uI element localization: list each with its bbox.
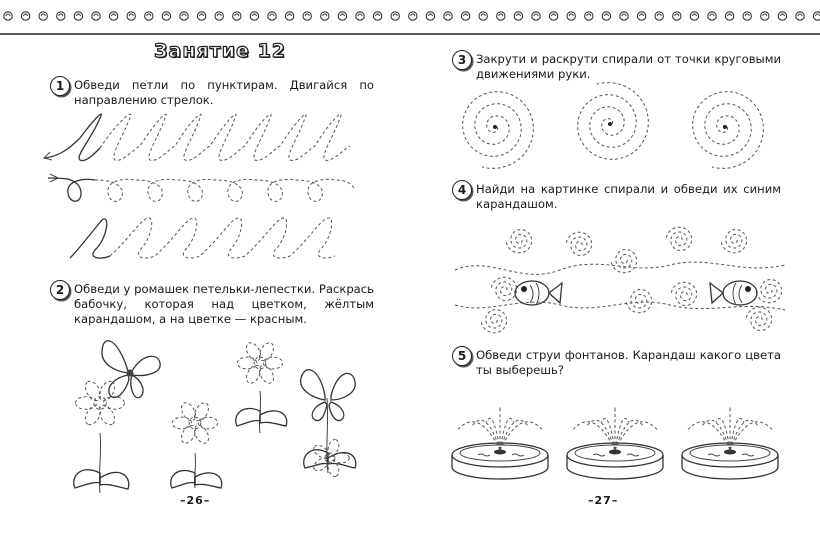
hidden-spiral[interactable] <box>626 290 652 313</box>
daisy-tracing-exercise[interactable] <box>40 328 380 488</box>
right-page <box>410 0 820 537</box>
spiral[interactable] <box>693 92 764 169</box>
loop-row-3 <box>70 218 335 258</box>
hidden-spiral[interactable] <box>481 310 507 333</box>
fountain[interactable] <box>682 407 778 479</box>
task-number-badge: 5 <box>452 346 472 366</box>
task-text: Найди на картинке спирали и обведи их синим карандашом. <box>476 182 781 211</box>
butterfly-on-flower <box>301 370 356 473</box>
task-number-badge: 1 <box>50 76 70 96</box>
hidden-spiral[interactable] <box>756 280 782 303</box>
hidden-spiral[interactable] <box>671 282 697 305</box>
lesson-title: Занятие 12 <box>154 40 286 62</box>
fountain[interactable] <box>567 407 663 479</box>
fountain[interactable] <box>452 407 548 479</box>
spiral[interactable] <box>463 92 534 169</box>
fish-right <box>710 281 757 305</box>
task-text: Обведи струи фонтанов. Карандаш какого цвета ты выберешь? <box>476 348 781 377</box>
daisy-2 <box>171 453 222 488</box>
hidden-spiral[interactable] <box>666 227 692 250</box>
loop-row-2 <box>48 174 355 201</box>
page-number: –26– <box>180 494 211 507</box>
daisy-petals[interactable] <box>76 340 350 477</box>
hidden-spiral[interactable] <box>506 230 532 253</box>
task-number-badge: 2 <box>50 280 70 300</box>
fountains-exercise[interactable] <box>440 395 800 485</box>
task-text: Обведи у ромашек петельки-лепестки. Раскрась бабочку, которая над цветком, жёлтым карандашом, а на цветке — красным. <box>74 282 374 326</box>
task-text: Обведи петли по пунктирам. Двигайся по направлению стрелок. <box>74 78 374 107</box>
hidden-spiral[interactable] <box>721 230 747 253</box>
task-number-badge: 4 <box>452 180 472 200</box>
hidden-spiral[interactable] <box>746 307 772 330</box>
hidden-spiral[interactable] <box>611 250 637 273</box>
task-number-badge: 3 <box>452 50 472 70</box>
hidden-spiral[interactable] <box>566 232 592 255</box>
loops-tracing-exercise[interactable] <box>40 108 380 278</box>
spirals-exercise[interactable] <box>450 82 790 177</box>
butterfly-top-left <box>102 341 160 398</box>
task-text: Закрути и раскрути спирали от точки круговыми движениями руки. <box>476 52 781 81</box>
hidden-spirals-picture[interactable] <box>450 215 790 340</box>
hidden-spiral[interactable] <box>491 277 517 300</box>
fish-left <box>515 281 562 305</box>
loop-row-1 <box>44 114 350 160</box>
daisy-3 <box>236 391 287 433</box>
page-number: –27– <box>588 494 619 507</box>
daisy-1 <box>74 433 129 493</box>
spiral[interactable] <box>578 83 649 160</box>
